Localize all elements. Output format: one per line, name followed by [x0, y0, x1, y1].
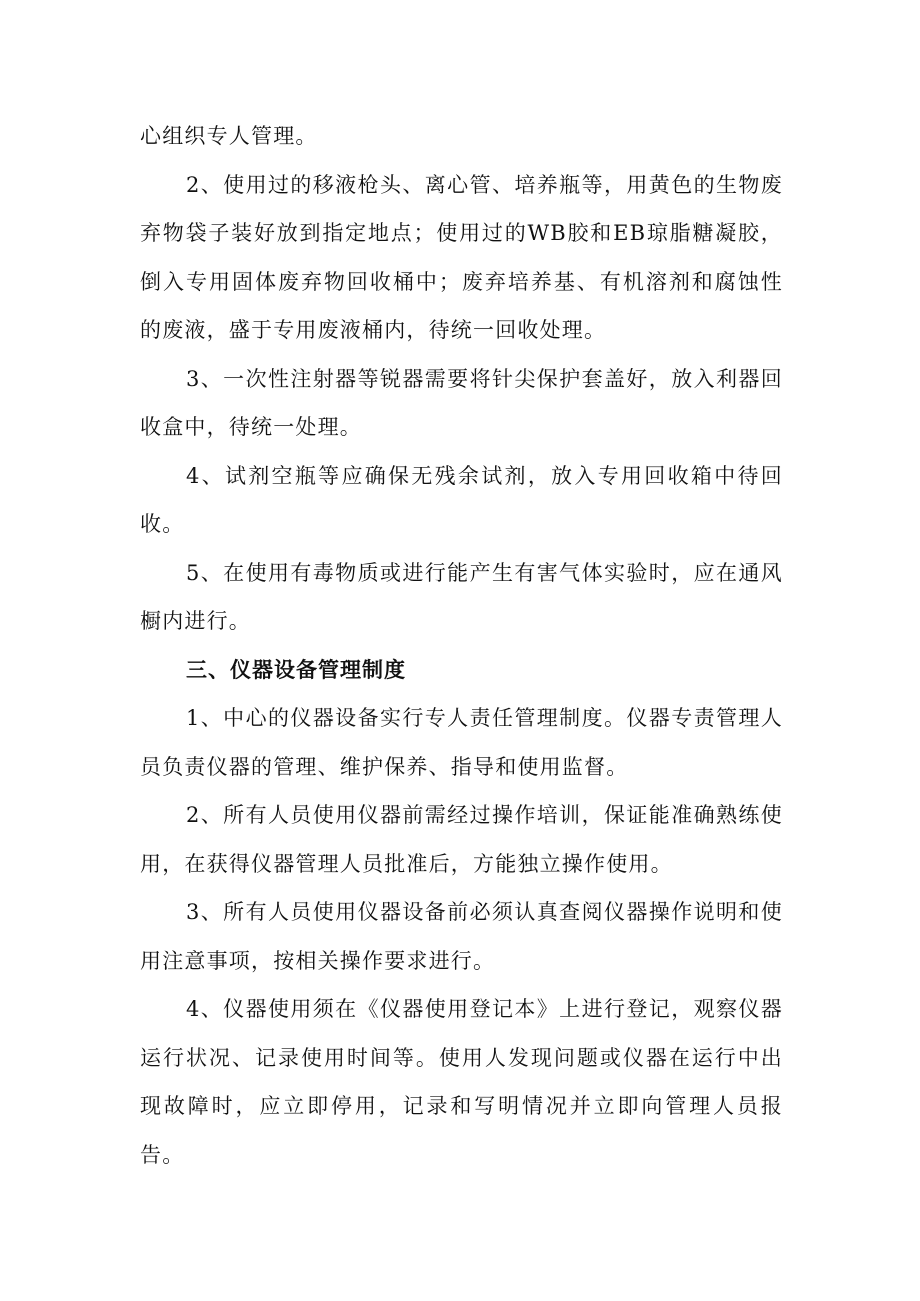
paragraph-item-2-waste-disposal: 2、使用过的移液枪头、离心管、培养瓶等，用黄色的生物废弃物袋子装好放到指定地点；使用过的WB胶和EB琼脂糖凝胶，倒入专用固体废弃物回收桶中；废弃培养基、有机溶剂和腐蚀性的废液，盛于专用废液桶内，待统一回收处理。 — [140, 172, 783, 342]
paragraph-equipment-item-2: 2、所有人员使用仪器前需经过操作培训，保证能准确熟练使用，在获得仪器管理人员批准后，方能独立操作使用。 — [140, 803, 783, 876]
paragraph-item-4-reagent-bottles: 4、试剂空瓶等应确保无残余试剂，放入专用回收箱中待回收。 — [140, 463, 783, 536]
paragraph-equipment-item-3: 3、所有人员使用仪器设备前必须认真查阅仪器操作说明和使用注意事项，按相关操作要求进行。 — [140, 900, 783, 973]
document-body — [140, 112, 783, 1179]
paragraph-item-3-sharps: 3、一次性注射器等锐器需要将针尖保护套盖好，放入利器回收盒中，待统一处理。 — [140, 366, 783, 439]
paragraph-equipment-item-4: 4、仪器使用须在《仪器使用登记本》上进行登记，观察仪器运行状况、记录使用时间等。使用人发现问题或仪器在运行中出现故障时，应立即停用，记录和写明情况并立即向管理人员报告。 — [140, 997, 783, 1167]
paragraph-continuation: 心组织专人管理。 — [140, 124, 318, 148]
paragraph-equipment-item-1: 1、中心的仪器设备实行专人责任管理制度。仪器专责管理人员负责仪器的管理、维护保养、指导和使用监督。 — [140, 706, 783, 779]
paragraph-item-5-fume-hood: 5、在使用有毒物质或进行能产生有害气体实验时，应在通风橱内进行。 — [140, 560, 783, 633]
section-heading-equipment-management: 三、仪器设备管理制度 — [186, 657, 406, 682]
